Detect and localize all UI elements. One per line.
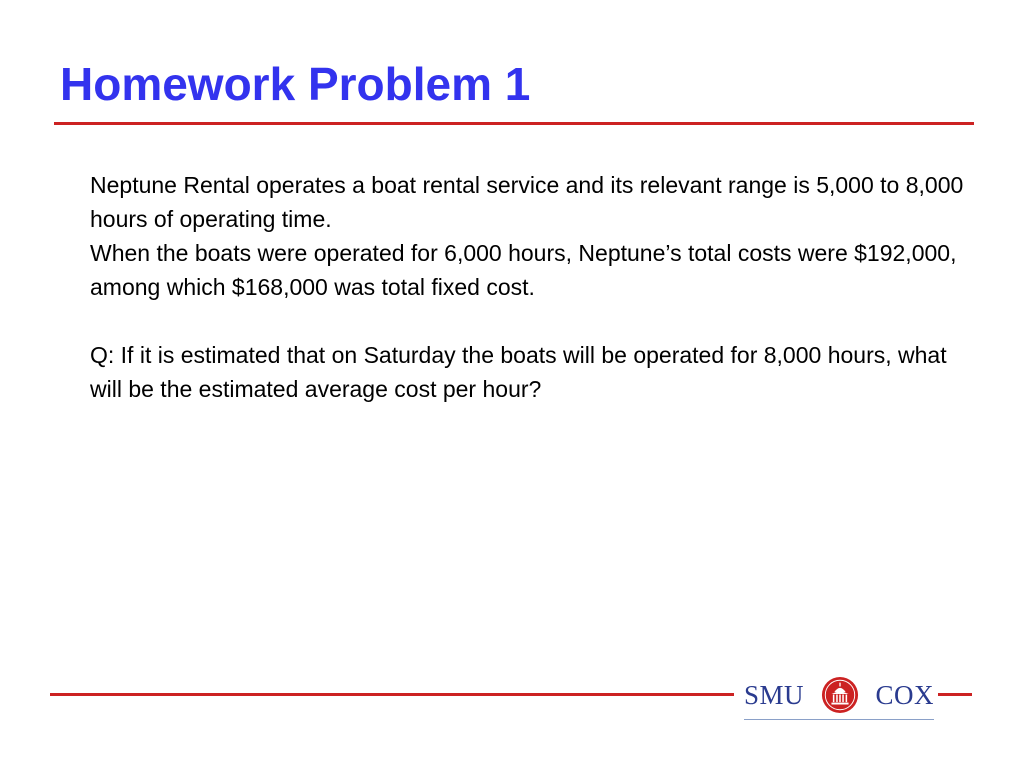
title-divider bbox=[54, 122, 974, 125]
problem-body bbox=[90, 168, 970, 406]
footer-divider-left bbox=[50, 693, 734, 696]
problem-paragraph-1: Neptune Rental operates a boat rental service and its relevant range is 5,000 to 8,000 hours of operating time. bbox=[90, 172, 964, 232]
problem-question: Q: If it is estimated that on Saturday the boats will be operated for 8,000 hours, what will be the estimated average cost per hour? bbox=[90, 342, 947, 402]
logo-word-smu: SMU bbox=[744, 679, 805, 710]
footer-divider-right bbox=[938, 693, 972, 696]
seal-icon bbox=[821, 676, 859, 714]
slide-title: Homework Problem 1 bbox=[60, 58, 531, 110]
logo-word-cox: COX bbox=[875, 679, 934, 710]
problem-paragraph-2: When the boats were operated for 6,000 hours, Neptune’s total costs were $192,000, among which $168,000 was total fixed cost. bbox=[90, 240, 957, 300]
smu-cox-logo bbox=[744, 674, 934, 720]
